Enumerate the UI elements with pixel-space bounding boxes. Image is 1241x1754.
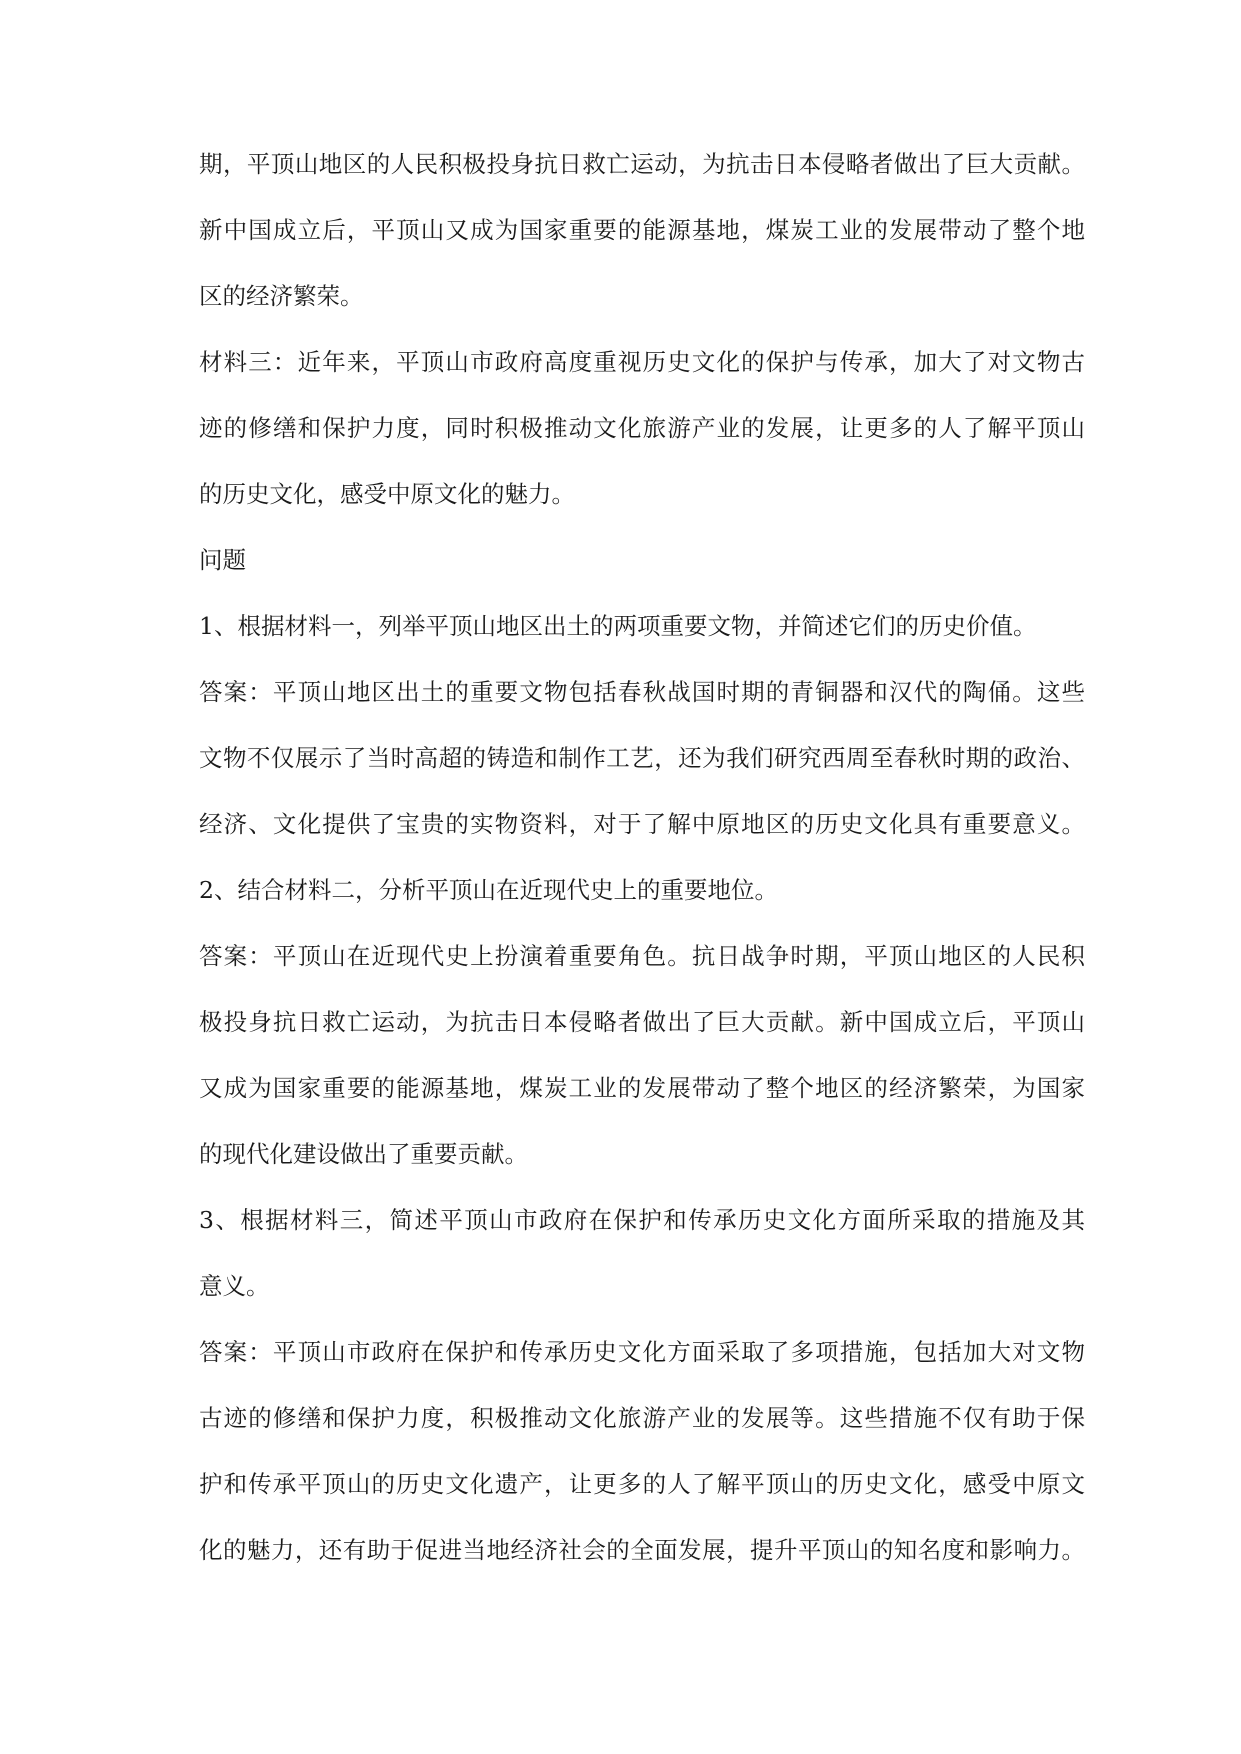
answer-1-line: 文物不仅展示了当时高超的铸造和制作工艺，还为我们研究西周至春秋时期的政治、 [199,744,1085,772]
answer-1-line: 经济、文化提供了宝贵的实物资料，对于了解中原地区的历史文化具有重要意义。 [199,810,1085,838]
answer-3-line: 答案：平顶山市政府在保护和传承历史文化方面采取了多项措施，包括加大对文物 [199,1338,1085,1366]
answer-2-line: 的现代化建设做出了重要贡献。 [199,1140,528,1168]
answer-3-line: 古迹的修缮和保护力度，积极推动文化旅游产业的发展等。这些措施不仅有助于保 [199,1404,1085,1432]
question-3: 意义。 [199,1272,270,1300]
questions-heading: 问题 [199,546,246,574]
document-body [199,138,1085,1590]
text-line: 区的经济繁荣。 [199,282,364,310]
answer-2-line: 答案：平顶山在近现代史上扮演着重要角色。抗日战争时期，平顶山地区的人民积 [199,942,1085,970]
text-line: 迹的修缮和保护力度，同时积极推动文化旅游产业的发展，让更多的人了解平顶山 [199,414,1085,442]
answer-3-line: 化的魅力，还有助于促进当地经济社会的全面发展，提升平顶山的知名度和影响力。 [199,1536,1085,1564]
material-three-line: 材料三：近年来，平顶山市政府高度重视历史文化的保护与传承，加大了对文物古 [199,348,1085,376]
answer-3-line: 护和传承平顶山的历史文化遗产，让更多的人了解平顶山的历史文化，感受中原文 [199,1470,1085,1498]
text-line: 期，平顶山地区的人民积极投身抗日救亡运动，为抗击日本侵略者做出了巨大贡献。 [199,150,1085,178]
answer-1-line: 答案：平顶山地区出土的重要文物包括春秋战国时期的青铜器和汉代的陶俑。这些 [199,678,1085,706]
answer-2-line: 极投身抗日救亡运动，为抗击日本侵略者做出了巨大贡献。新中国成立后，平顶山 [199,1008,1085,1036]
question-2: 2、结合材料二，分析平顶山在近现代史上的重要地位。 [199,876,778,904]
question-1: 1、根据材料一，列举平顶山地区出土的两项重要文物，并简述它们的历史价值。 [199,612,1037,640]
question-3: 3、根据材料三，简述平顶山市政府在保护和传承历史文化方面所采取的措施及其 [199,1206,1085,1234]
text-line: 新中国成立后，平顶山又成为国家重要的能源基地，煤炭工业的发展带动了整个地 [199,216,1085,244]
text-line: 的历史文化，感受中原文化的魅力。 [199,480,575,508]
answer-2-line: 又成为国家重要的能源基地，煤炭工业的发展带动了整个地区的经济繁荣，为国家 [199,1074,1085,1102]
